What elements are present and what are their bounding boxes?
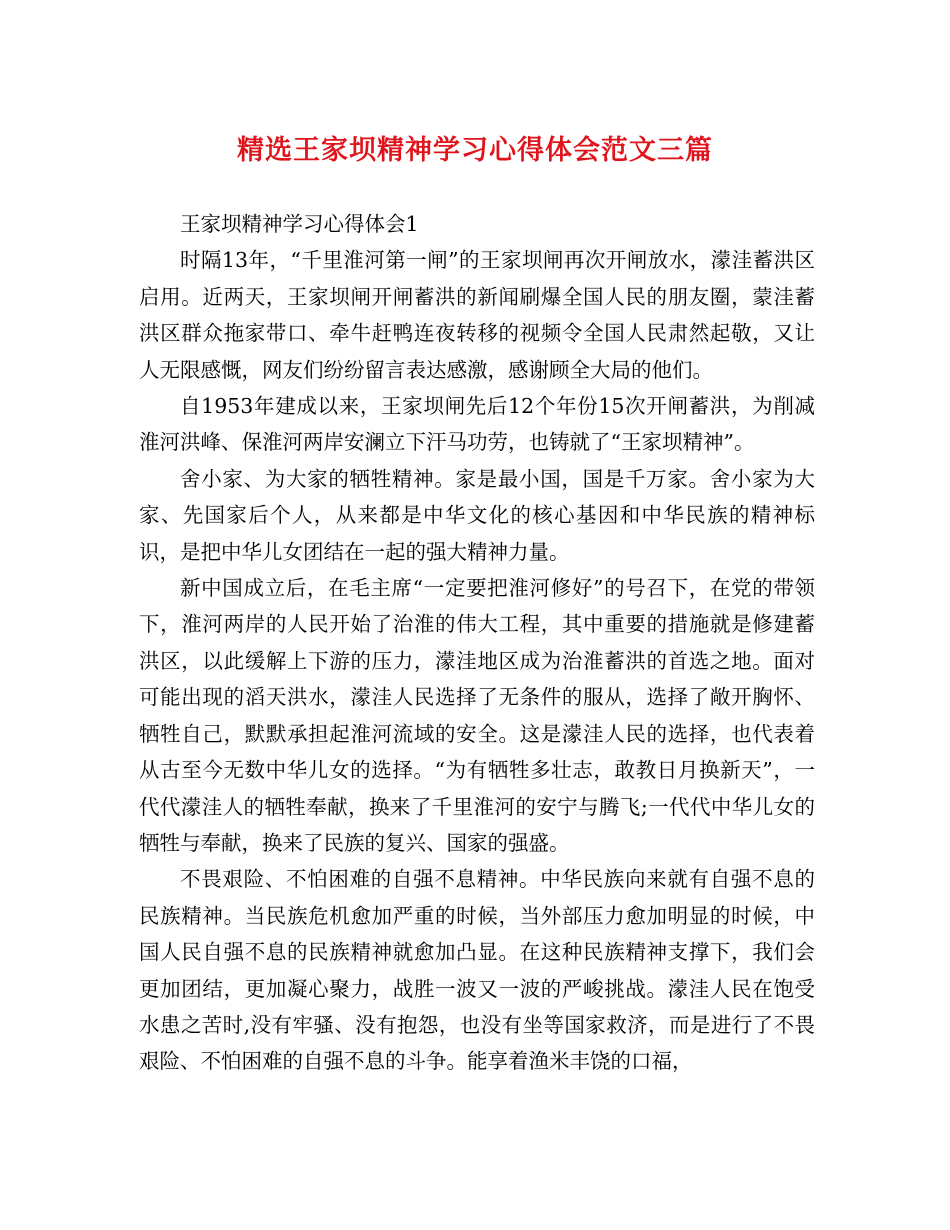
paragraph: 新中国成立后，在毛主席“一定要把淮河修好”的号召下，在党的带领下，淮河两岸的人民开始了治淮的伟大工程，其中重要的措施就是修建蓄洪区，以此缓解上下游的压力，濛洼地区成为治淮蓄洪的首选之地。面对可能出现的滔天洪水，濛洼人民选择了无条件的服从，选择了敞开胸怀、牺牲自己，默默承担起淮河流域的安全。这是濛洼人民的选择，也代表着从古至今无数中华儿女的选择。“为有牺牲多壮志，敢教日月换新天”，一代代濛洼人的牺牲奉献，换来了千里淮河的安宁与腾飞;一代代中华儿女的牺牲与奉献，换来了民族的复兴、国家的强盛。: [139, 576, 815, 855]
document-body: [139, 206, 815, 1080]
document-title: 精选王家坝精神学习心得体会范文三篇: [237, 135, 713, 166]
paragraph: 不畏艰险、不怕困难的自强不息精神。中华民族向来就有自强不息的民族精神。当民族危机愈加严重的时候，当外部压力愈加明显的时候，中国人民自强不息的民族精神就愈加凸显。在这种民族精神支撑下，我们会更加团结，更加凝心聚力，战胜一波又一波的严峻挑战。濛洼人民在饱受水患之苦时,没有牢骚、没有抱怨，也没有坐等国家救济，而是进行了不畏艰险、不怕困难的自强不息的斗争。能享着渔米丰饶的口福，: [139, 867, 815, 1074]
section-heading: 王家坝精神学习心得体会1: [180, 212, 419, 236]
paragraph: 自1953年建成以来，王家坝闸先后12个年份15次开闸蓄洪，为削减淮河洪峰、保淮河两岸安澜立下汗马功劳，也铸就了“王家坝精神”。: [139, 394, 815, 455]
paragraph: 时隔13年，“千里淮河第一闸”的王家坝闸再次开闸放水，濛洼蓄洪区启用。近两天，王家坝闸开闸蓄洪的新闻刷爆全国人民的朋友圈，蒙洼蓄洪区群众拖家带口、牵牛赶鸭连夜转移的视频令全国人民肃然起敬，又让人无限感慨，网友们纷纷留言表达感激，感谢顾全大局的他们。: [139, 248, 815, 382]
paragraph: 舍小家、为大家的牺牲精神。家是最小国，国是千万家。舍小家为大家、先国家后个人，从来都是中华文化的核心基因和中华民族的精神标识，是把中华儿女团结在一起的强大精神力量。: [139, 466, 815, 564]
